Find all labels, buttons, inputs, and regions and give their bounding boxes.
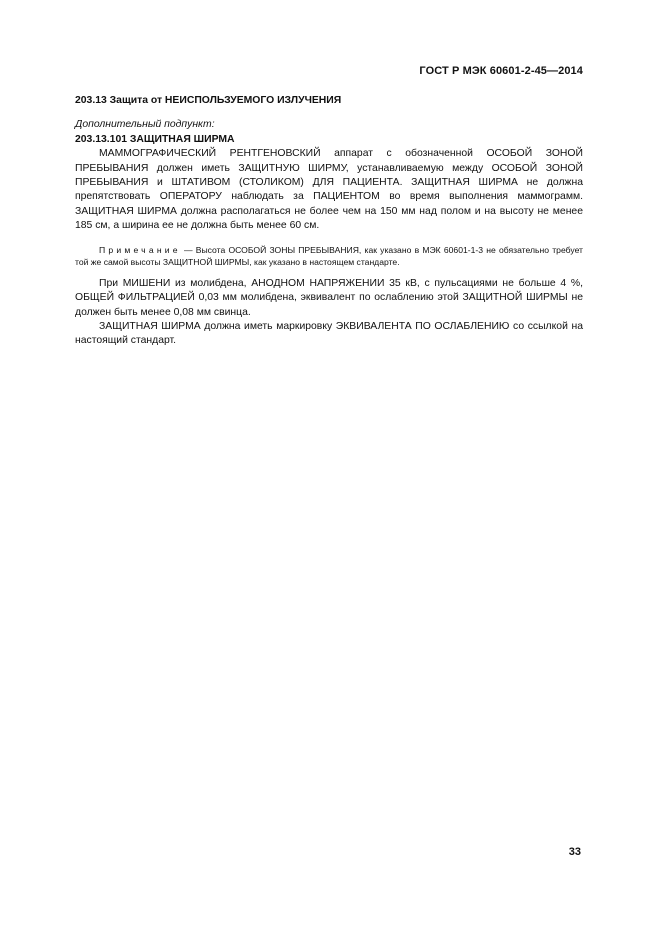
document-code: ГОСТ Р МЭК 60601-2-45—2014 <box>419 65 583 77</box>
note-label: Примечание <box>99 244 181 255</box>
paragraph-screen-requirements: МАММОГРАФИЧЕСКИЙ РЕНТГЕНОВСКИЙ аппарат с обозначенной ОСОБОЙ ЗОНОЙ ПРЕБЫВАНИЯ должен иметь ЗАЩИТНУЮ ШИРМУ, устанавливаемую между ОСОБОЙ ЗОНОЙ ПРЕБЫВАНИЯ и ШТАТИВОМ (СТОЛИКОМ) ДЛЯ ПАЦИЕНТА. ЗАЩИТНАЯ ШИРМА не должна препятствовать ОПЕРАТОРУ наблюдать за ПАЦИЕНТОМ во время выполнения маммограмм. ЗАЩИТНАЯ ШИРМА должна располагаться не более чем на 150 мм над полом и на высоту не менее 185 см, а ширина ее не должна быть менее 60 см. <box>75 148 583 232</box>
additional-subclause-label: Дополнительный подпункт: <box>75 119 215 131</box>
note-text: — Высота ОСОБОЙ ЗОНЫ ПРЕБЫВАНИЯ, как указано в МЭК 60601-1-3 не обязательно требует той же самой высоты ЗАЩИТНОЙ ШИРМЫ, как указано в настоящем стандарте. <box>75 244 583 268</box>
paragraph-marking: ЗАЩИТНАЯ ШИРМА должна иметь маркировку ЭКВИВАЛЕНТА ПО ОСЛАБЛЕНИЮ со ссылкой на настоящий стандарт. <box>75 321 583 347</box>
page-number: 33 <box>568 846 581 858</box>
subclause-title: 203.13.101 ЗАЩИТНАЯ ШИРМА <box>75 133 235 145</box>
paragraph-attenuation: При МИШЕНИ из молибдена, АНОДНОМ НАПРЯЖЕНИИ 35 кВ, с пульсациями не больше 4 %, ОБЩЕЙ ФИЛЬТРАЦИЕЙ 0,03 мм молибдена, эквивалент по ослаблению этой ЗАЩИТНОЙ ШИРМЫ не должен быть менее 0,08 мм свинца. <box>75 277 583 318</box>
note <box>75 244 583 269</box>
section-title: 203.13 Защита от НЕИСПОЛЬЗУЕМОГО ИЗЛУЧЕНИЯ <box>75 95 342 106</box>
page-content <box>75 94 583 349</box>
